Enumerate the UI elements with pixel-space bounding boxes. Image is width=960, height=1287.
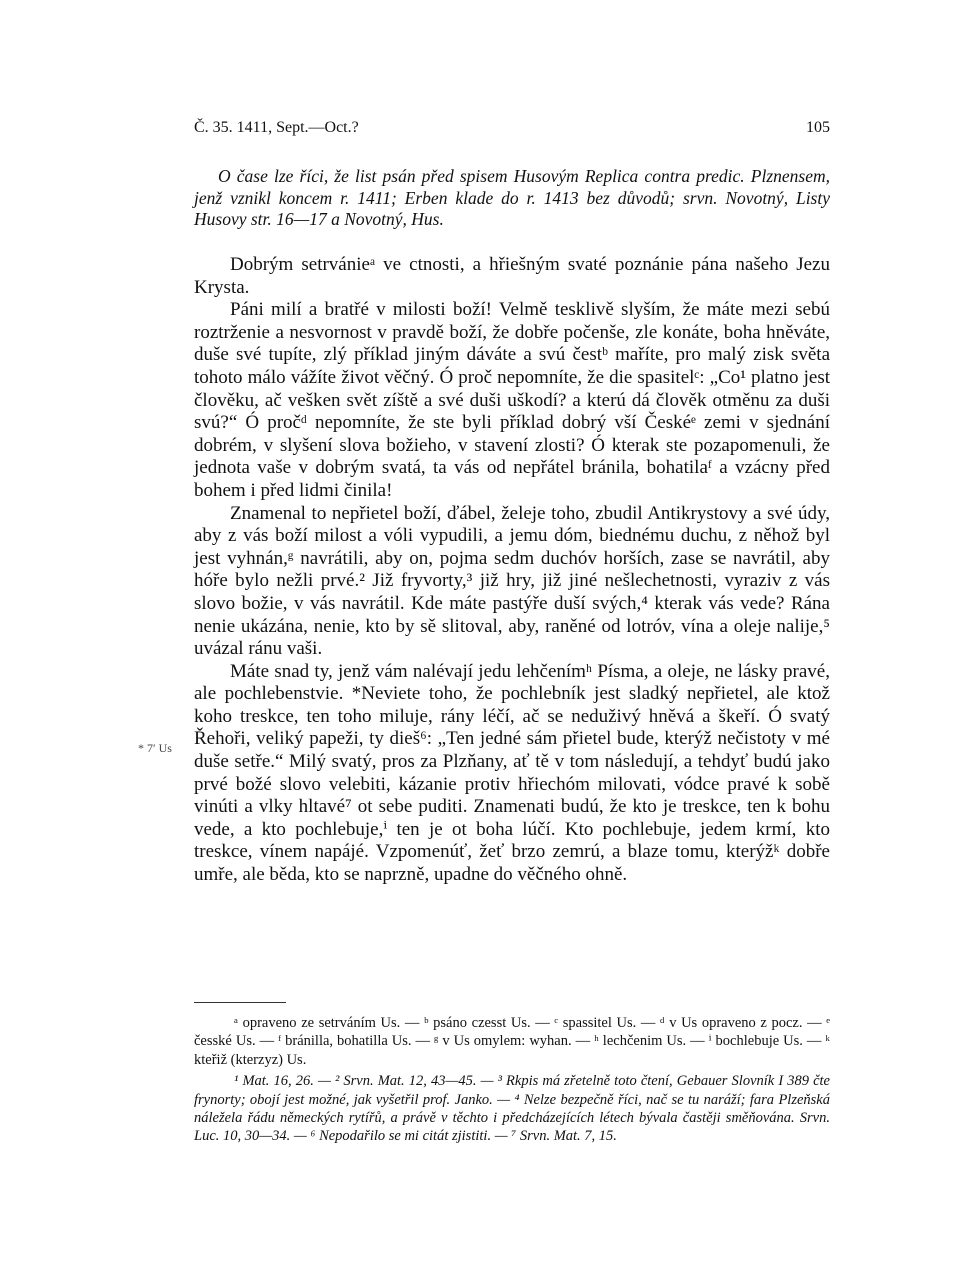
footnote-rule <box>194 1002 286 1003</box>
salutation: Dobrým setrvánieᵃ ve ctnosti, a hřiešným svaté poznánie pána našeho Jezu Krysta. <box>194 254 830 298</box>
header-title: Č. 35. 1411, Sept.—Oct.? <box>194 119 359 136</box>
letter-body <box>194 254 830 887</box>
textual-notes: ᵃ opraveno ze setrváním Us. — ᵇ psáno czesst Us. — ᶜ spassitel Us. — ᵈ v Us opraveno z pocz. — ᵉ česské Us. — ᶠ bránilla, bohatilla Us. — ᵍ v Us omylem: wyhan. — ʰ lechčenim Us. — ⁱ bochlebuje Us. — ᵏ kteřiž (kterzyz) Us. <box>194 1015 830 1068</box>
margin-note: * 7′ Us <box>138 741 172 755</box>
paragraph: Páni milí a bratřé v milosti boží! Velmě tesklivě slyším, že máte mezi sebú roztrženie a nesvornost v pravdě boží, že dobře počenše, zle konáte, boha hněváte, duše své tupíte, zlý příklad jiným dáváte a svú čestᵇ maříte, pro malý zisk světa tohoto málo vážíte život věčný. Ó proč nepomníte, že die spasitelᶜ: „Co¹ platno jest člověku, ač vešken svět zíště a své duši uškodí? a kterú dá člověk otměnu za duši svú?“ Ó pročᵈ nepomníte, že ste byli příklad dobrý vší Českéᵉ zemi v sjednání dobrém, v slyšení slova božieho, v stavení zlosti? Ó kterak ste pozapomenuli, že jednota vaše v dobrým svatá, ta vás od nepřátel bránila, bohatilaᶠ a vzácny před bohem i před lidmi činila! <box>194 299 830 501</box>
paragraph: Máte snad ty, jenž vám nalévají jedu lehčenímʰ Písma, a oleje, ne lásky pravé, ale pochlebenstvie. *Neviete toho, že pochlebník jest sladký nepřietel, ale ktož koho treskce, ten toho miluje, rány léčí, ač se neduživý hněvá a škeří. Ó svatý Řehoři, veliký papeži, ty dieš⁶: „Ten jedné sám přietel bude, kterýž nečistoty v mé duše setře.“ Milý svatý, pros za Plzňany, ať tě v tom následují, a tehdyť budú jako prvé božé slovo velebiti, kázanie protiv hřiechóm milovati, vódce pravé k sobě vinúti a vlky hltavé⁷ ot sebe puditi. Znamenati budú, že kto je treskce, ten k bohu vede, a kto pochlebuje,ⁱ ten je ot boha lúčí. Kto pochlebuje, jedem krmí, kto treskce, vínem napájé. Vzpomenúť, žeť brzo zemrú, a blaze tomu, kterýžᵏ dobře umře, ale běda, kto se naprzně, upadne do věčného ohně. <box>194 660 830 886</box>
page-number: 105 <box>806 119 830 136</box>
editorial-intro: O čase lze říci, že list psán před spisem Husovým Replica contra predic. Plznensem, jenž vznikl koncem r. 1411; Erben klade do r. 1413 bez důvodů; srvn. Novotný, Listy Husovy str. 16—17 a Novotný, Hus. <box>194 166 830 229</box>
footnotes <box>194 1014 830 1149</box>
paragraph: Znamenal to nepřietel boží, ďábel, želeje toho, zbudil Antikrystovy a své údy, aby z vás boží milost a vóli vypudili, a jemu dóm, biednému duchu, z něhož byl jest vyhnán,ᵍ navrátili, aby on, pojma sedm duchóv horších, zase se navrátil, aby hóře bylo nežli prvé.² Již fryvorty,³ již hry, již jiné nešlechetnosti, vyraziv z vás slovo božie, v vás navrátil. Kde máte pastýře duší svých,⁴ kterak vás vede? Rána nenie ukázána, nenie, kto by sě slitoval, aby, raněné od lotróv, vína a oleje nalije,⁵ uvázal ránu vaši. <box>194 502 830 660</box>
commentary-notes: ¹ Mat. 16, 26. — ² Srvn. Mat. 12, 43—45. — ³ Rkpis má zřetelně toto čtení, Gebauer Slovník I 389 čte frynorty; obojí jest možné, jak vyšetřil prof. Janko. — ⁴ Nelze bezpečně říci, nač se tu naráží; fara Plzeňská náležela řádu německých rytířů, a právě v těchto i předcházejících létech bývala častěji směňována. Srvn. Luc. 10, 30—34. — ⁶ Nepodařilo se mi citát zjistiti. — ⁷ Srvn. Mat. 7, 15. <box>194 1073 830 1145</box>
